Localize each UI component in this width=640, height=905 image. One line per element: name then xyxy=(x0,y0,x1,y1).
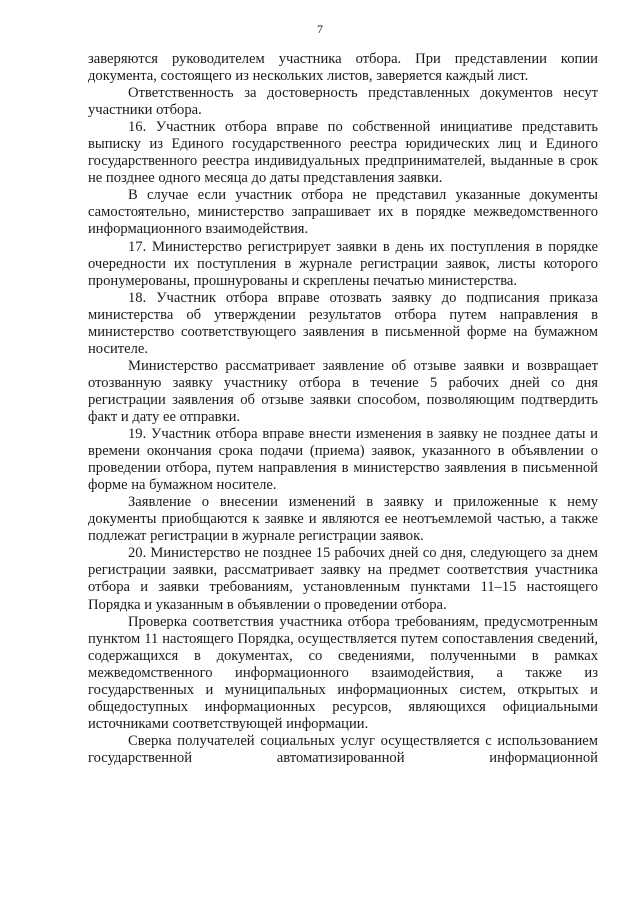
paragraph-item-20-verification: Проверка соответствия участника отбора требованиям, предусмотренным пунктом 11 настоящего Порядка, осуществляется путем сопоставления сведений, содержащихся в документах, со сведениями, полученными в рамках межведомственного информационного взаимодействия, а также из государственных и муниципальных информационных систем, открытых и общедоступных информационных ресурсов, являющихся официальными источниками соответствующей информации. xyxy=(88,613,598,732)
paragraph-item-19-changes: Заявление о внесении изменений в заявку и приложенные к нему документы приобщаются к заявке и являются ее неотъемлемой частью, а также подлежат регистрации в журнале регистрации заявок. xyxy=(88,494,598,545)
paragraph-item-18-withdrawal: Министерство рассматривает заявление об отзыве заявки и возвращает отозванную заявку участнику отбора в течение 5 рабочих дней со дня регистрации заявления об отзыве заявки способом, позволяющим подтвердить факт и дату ее отправки. xyxy=(88,357,598,425)
paragraph-item-20: 20. Министерство не позднее 15 рабочих дней со дня, следующего за днем регистрации заявки, рассматривает заявку на предмет соответствия участника отбора и заявки требованиям, установленным пунктами 11–15 настоящего Порядка и указанным в объявлении о проведении отбора. xyxy=(88,545,598,613)
paragraph-responsibility: Ответственность за достоверность представленных документов несут участники отбора. xyxy=(88,85,598,119)
paragraph-continuation: заверяются руководителем участника отбора. При представлении копии документа, состоящего из нескольких листов, заверяется каждый лист. xyxy=(88,51,598,85)
document-body xyxy=(88,51,598,767)
paragraph-item-17: 17. Министерство регистрирует заявки в день их поступления в порядке очередности их поступления в журнале регистрации заявок, листы которого пронумерованы, прошнурованы и скреплены печатью министерства. xyxy=(88,238,598,289)
page-number: 7 xyxy=(317,22,323,36)
paragraph-item-16-interagency: В случае если участник отбора не представил указанные документы самостоятельно, министерство запрашивает их в порядке межведомственного информационного взаимодействия. xyxy=(88,187,598,238)
paragraph-item-19: 19. Участник отбора вправе внести изменения в заявку не позднее даты и времени окончания срока подачи (приема) заявок, указанного в объявлении о проведении отбора, путем направления в министерство заявления в письменной форме на бумажном носителе. xyxy=(88,426,598,494)
paragraph-item-16: 16. Участник отбора вправе по собственной инициативе представить выписку из Единого государственного реестра юридических лиц и Единого государственного реестра индивидуальных предпринимателей, выданные в срок не позднее одного месяца до даты представления заявки. xyxy=(88,119,598,187)
paragraph-item-18: 18. Участник отбора вправе отозвать заявку до подписания приказа министерства об утверждении результатов отбора путем направления в министерство соответствующего заявления в письменной форме на бумажном носителе. xyxy=(88,289,598,357)
paragraph-item-20-reconciliation: Сверка получателей социальных услуг осуществляется с использованием государственной автоматизированной информационной xyxy=(88,732,598,766)
